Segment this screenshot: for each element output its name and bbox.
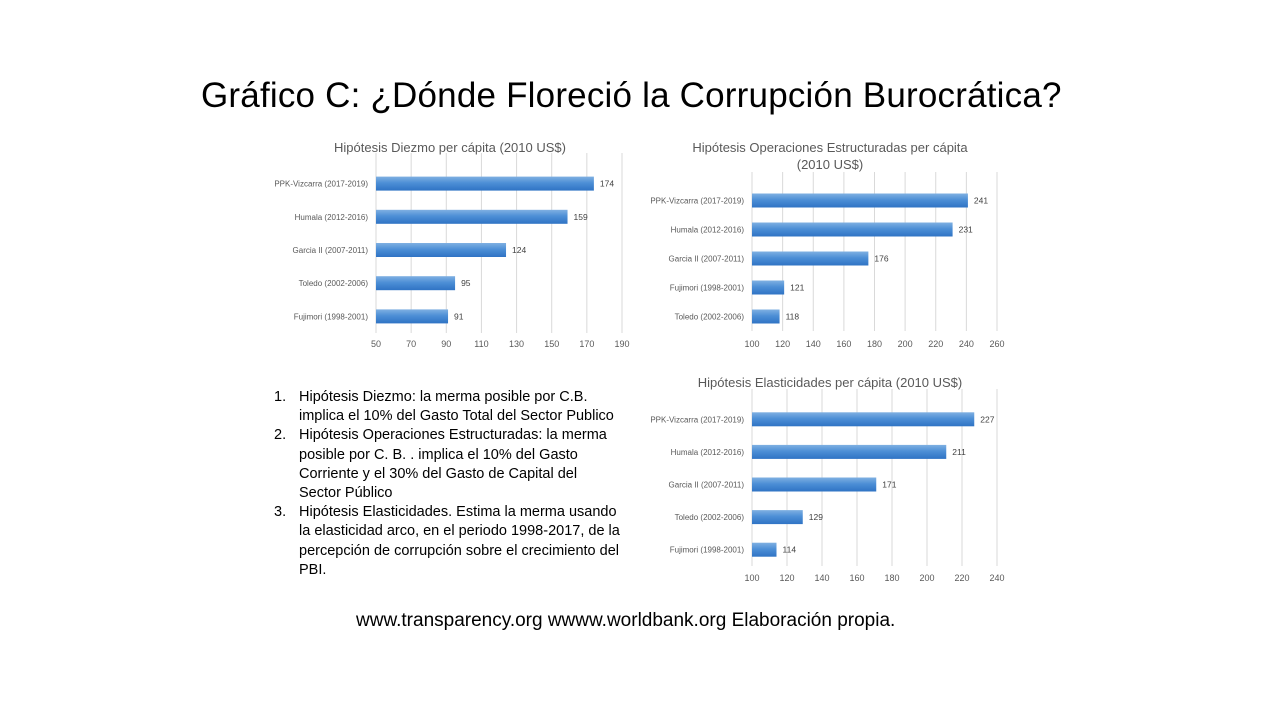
data-label: 124	[512, 245, 527, 255]
category-label: Humala (2012-2016)	[670, 225, 744, 235]
chart-title-line: Hipótesis Elasticidades per cápita (2010 US$)	[697, 375, 963, 390]
category-label: Toledo (2002-2006)	[674, 513, 744, 523]
data-label: 211	[952, 446, 966, 457]
category-label: Humala (2012-2016)	[670, 447, 744, 457]
category-label: Fujimori (1998-2001)	[669, 283, 744, 293]
bar	[752, 478, 876, 492]
bar	[376, 309, 448, 323]
chart-operaciones	[630, 137, 1030, 357]
chart-diezmo-plot	[250, 137, 650, 357]
note-number: 3.	[274, 504, 287, 521]
source-footer: www.transparency.org wwww.worldbank.org Elaboración propia.	[356, 610, 896, 631]
bar	[376, 276, 455, 290]
bar	[376, 210, 568, 224]
x-tick-label: 180	[884, 573, 900, 583]
chart-title	[250, 139, 650, 156]
x-tick-label: 160	[836, 339, 852, 349]
x-tick-label: 170	[579, 339, 595, 349]
data-label: 159	[573, 211, 588, 222]
category-label: Toledo (2002-2006)	[674, 312, 744, 322]
data-label: 241	[973, 195, 989, 206]
x-tick-label: 70	[406, 339, 417, 349]
note-number: 1.	[274, 389, 287, 405]
category-label: Garcia II (2007-2011)	[668, 254, 744, 264]
data-label: 114	[782, 544, 797, 555]
bar	[376, 177, 594, 191]
data-label: 129	[808, 512, 823, 523]
x-tick-label: 180	[866, 339, 883, 349]
x-tick-label: 150	[544, 339, 560, 349]
hypothesis-notes	[268, 388, 620, 580]
bar	[376, 243, 506, 257]
data-label: 174	[599, 178, 615, 189]
x-tick-label: 130	[509, 339, 525, 349]
x-tick-label: 200	[897, 339, 913, 349]
category-label: PPK-Vizcarra (2017-2019)	[650, 415, 744, 425]
category-label: Fujimori (1998-2001)	[293, 312, 368, 322]
category-label: PPK-Vizcarra (2017-2019)	[274, 179, 368, 189]
note-text: Hipótesis Diezmo: la merma posible por C.B. implica el 10% del Gasto Total del Sector Publico	[299, 389, 614, 425]
x-tick-label: 120	[779, 573, 795, 583]
bar	[752, 445, 946, 459]
x-tick-label: 120	[775, 339, 791, 349]
x-tick-label: 100	[744, 339, 760, 349]
x-tick-label: 260	[989, 339, 1005, 349]
data-label: 121	[790, 282, 805, 293]
x-tick-label: 50	[370, 339, 382, 349]
x-tick-label: 90	[441, 339, 452, 349]
x-tick-label: 200	[919, 573, 935, 583]
chart-diezmo	[250, 137, 650, 357]
bar	[752, 252, 868, 266]
x-tick-label: 160	[849, 573, 865, 583]
x-tick-label: 110	[474, 339, 489, 349]
category-label: PPK-Vizcarra (2017-2019)	[650, 196, 744, 206]
category-label: Toledo (2002-2006)	[298, 279, 368, 289]
chart-elasticidades-plot	[630, 372, 1030, 587]
note-text: Hipótesis Operaciones Estructuradas: la merma posible por C. B. . implica el 10% del Gasto Corriente y el 30% del Gasto de Capital del Sector Público	[299, 427, 607, 502]
category-label: Garcia II (2007-2011)	[668, 480, 744, 490]
x-tick-label: 220	[928, 339, 944, 349]
chart-title-line: Hipótesis Operaciones Estructuradas per cápita	[692, 140, 968, 155]
category-label: Humala (2012-2016)	[294, 212, 368, 222]
data-label: 91	[454, 311, 464, 322]
x-tick-label: 240	[958, 339, 974, 349]
data-label: 231	[958, 224, 973, 235]
data-label: 176	[874, 253, 889, 264]
category-label: Fujimori (1998-2001)	[669, 545, 744, 555]
bar	[752, 310, 780, 324]
data-label: 227	[980, 414, 995, 425]
bar	[752, 194, 968, 208]
note-item	[268, 388, 620, 426]
bar	[752, 543, 777, 557]
chart-title	[630, 139, 1030, 173]
note-item	[268, 426, 620, 503]
x-tick-label: 190	[614, 339, 630, 349]
note-text: Hipótesis Elasticidades. Estima la merma usando la elasticidad arco, en el periodo 1998-2017, de la percepción de corrupción sobre el crecimiento del PBI.	[299, 504, 620, 578]
bar	[752, 412, 974, 426]
x-tick-label: 100	[744, 573, 760, 583]
chart-elasticidades	[630, 372, 1030, 587]
note-item	[268, 503, 620, 580]
data-label: 118	[785, 311, 800, 322]
chart-title-line: Hipótesis Diezmo per cápita (2010 US$)	[334, 140, 566, 155]
data-label: 171	[882, 479, 897, 490]
x-tick-label: 140	[814, 573, 830, 583]
category-label: Garcia II (2007-2011)	[292, 246, 368, 255]
chart-title-line: (2010 US$)	[796, 157, 864, 172]
data-label: 95	[461, 278, 471, 289]
bar	[752, 510, 803, 524]
x-tick-label: 220	[954, 573, 970, 583]
bar	[752, 281, 784, 295]
bar	[752, 223, 953, 237]
chart-title	[630, 374, 1030, 391]
note-number: 2.	[274, 427, 287, 444]
slide-title: Gráfico C: ¿Dónde Floreció la Corrupción Burocrática?	[201, 76, 1062, 115]
x-tick-label: 240	[989, 573, 1005, 583]
x-tick-label: 140	[805, 339, 821, 349]
